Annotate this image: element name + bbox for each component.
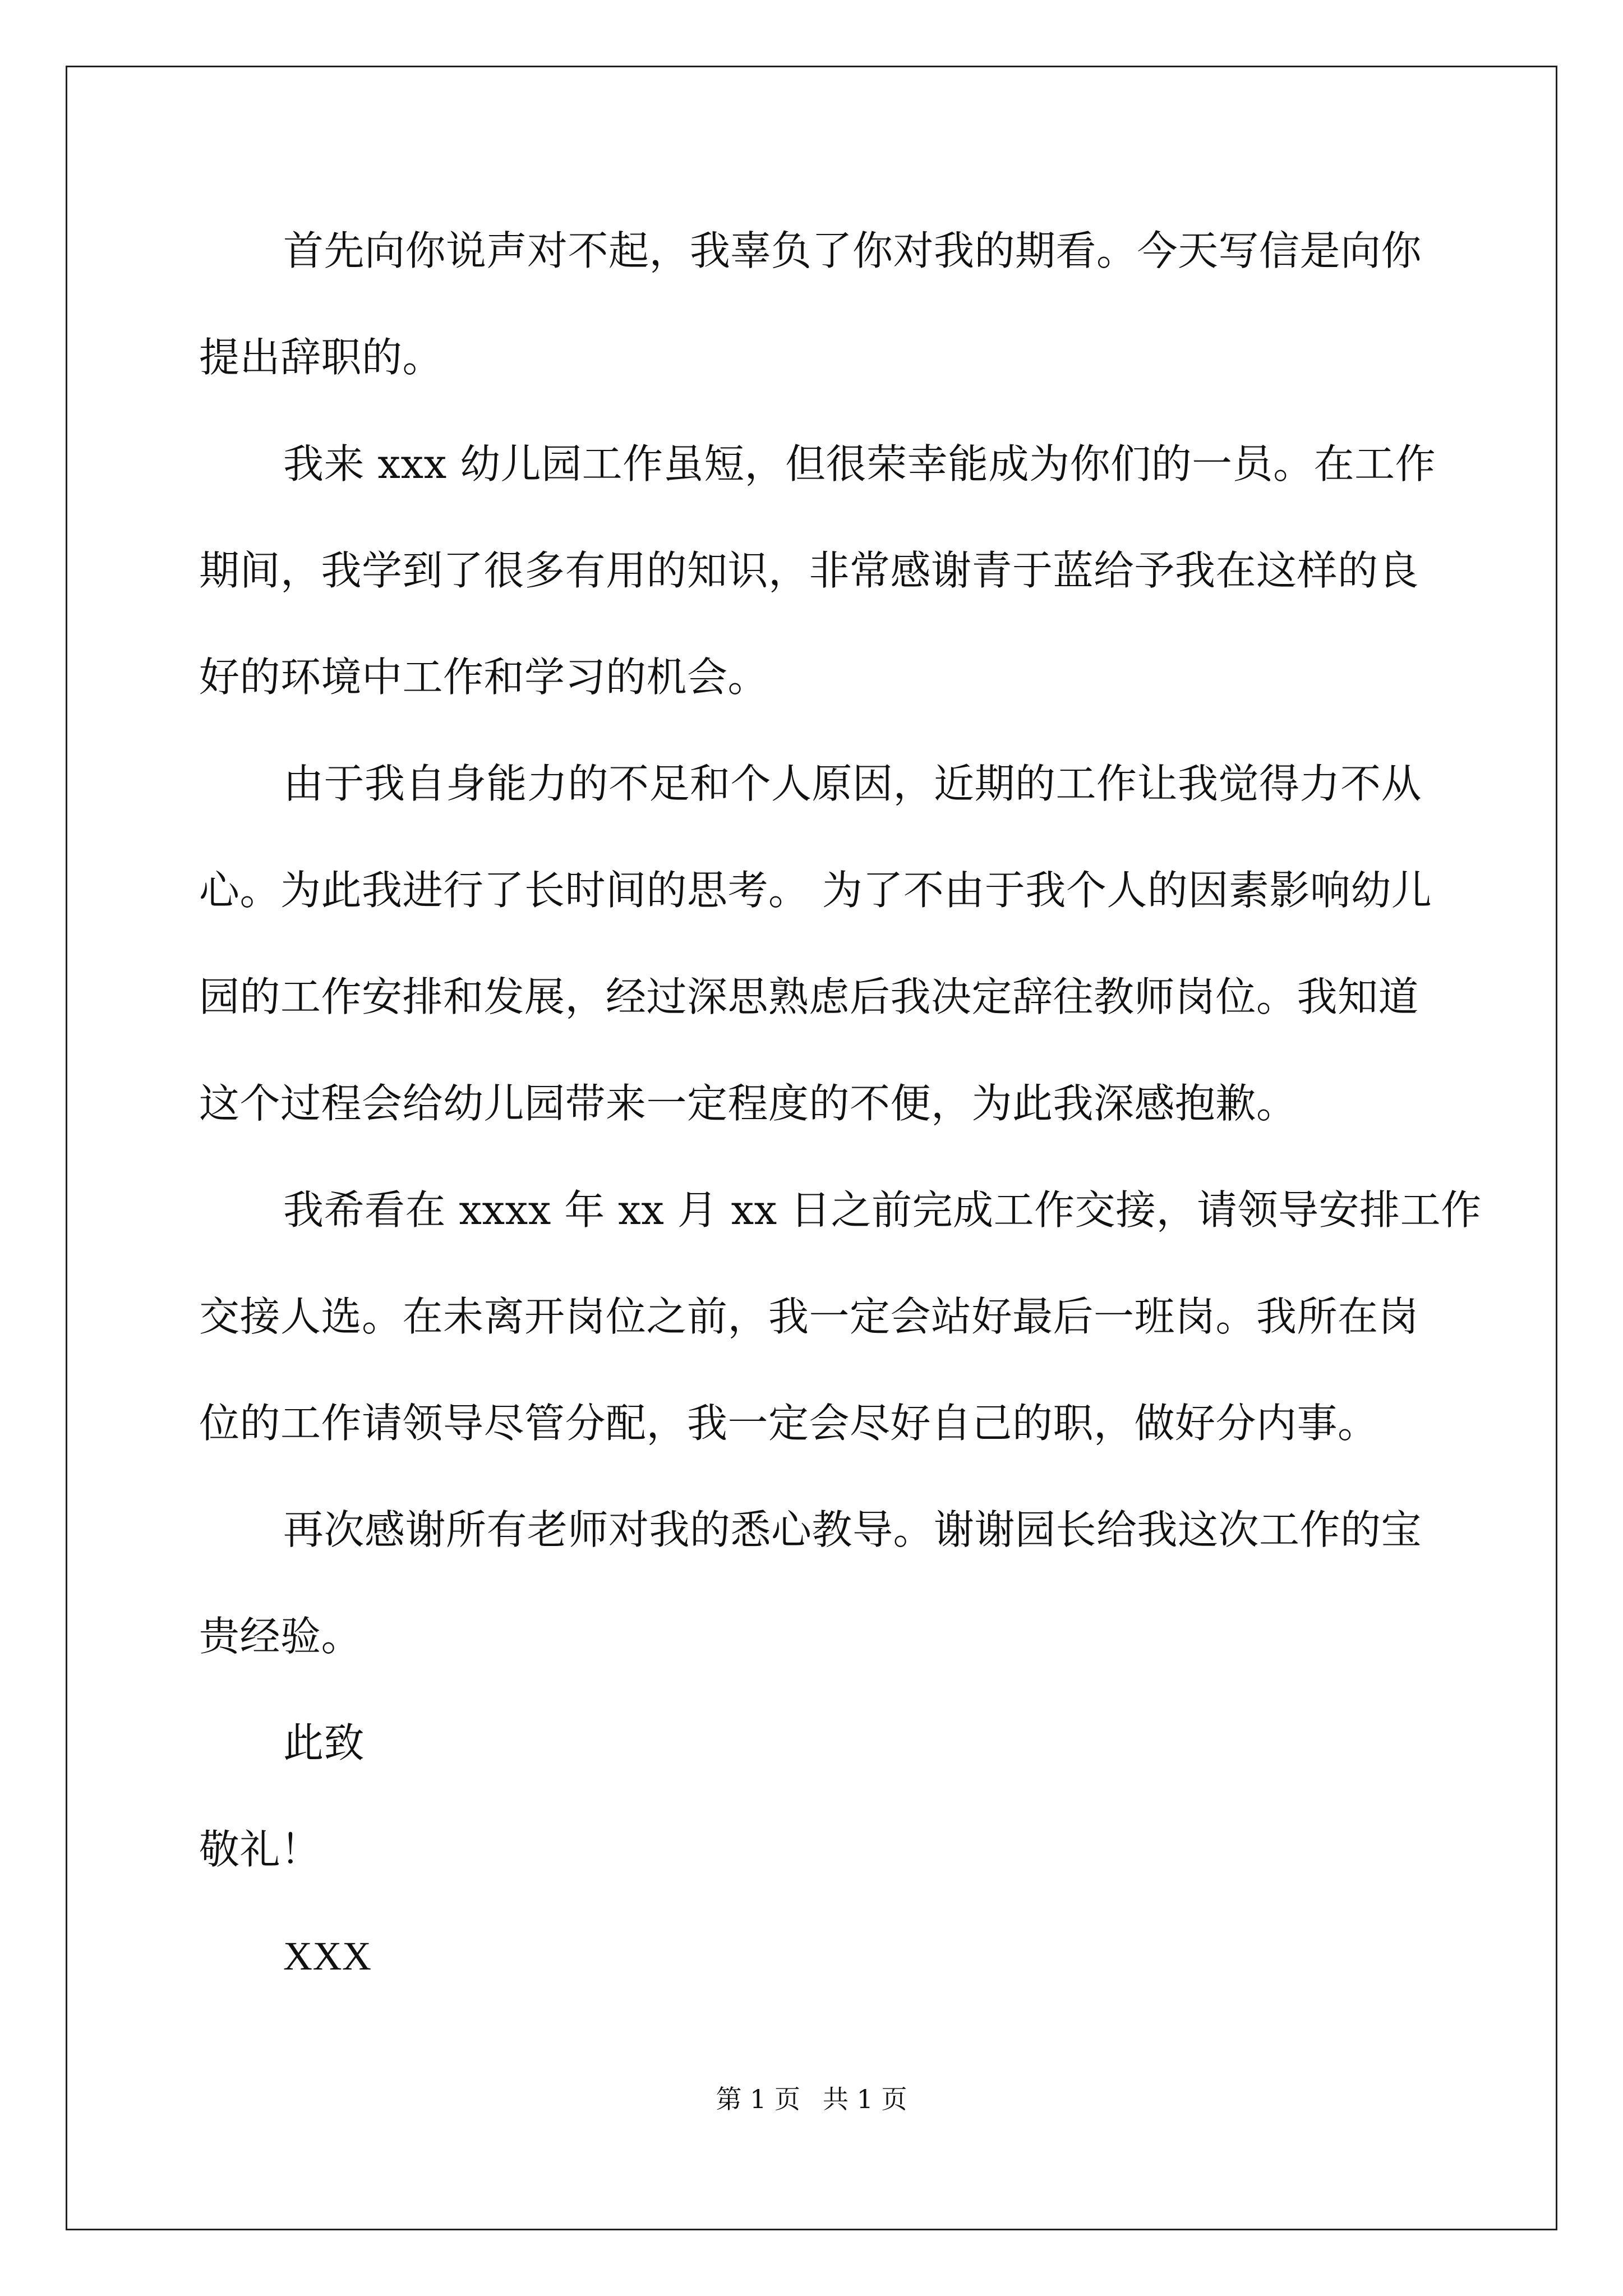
paragraph-2-line-1: 我来 xxx 幼儿园工作虽短，但很荣幸能成为你们的一员。在工作 bbox=[283, 440, 1436, 487]
paragraph-2-line-3: 好的环境中工作和学习的机会。 bbox=[199, 654, 769, 701]
paragraph-5-line-1: 再次感谢所有老师对我的悉心教导。谢谢园长给我这次工作的宝 bbox=[283, 1506, 1422, 1553]
page-footer bbox=[0, 2082, 1623, 2116]
paragraph-2-line-2: 期间，我学到了很多有用的知识，非常感谢青于蓝给予我在这样的良 bbox=[199, 547, 1419, 594]
paragraph-3-line-4: 这个过程会给幼儿园带来一定程度的不便，为此我深感抱歉。 bbox=[199, 1080, 1297, 1127]
signature-name: XXX bbox=[283, 1934, 372, 1978]
paragraph-3-line-1: 由于我自身能力的不足和个人原因，近期的工作让我觉得力不从 bbox=[283, 760, 1422, 807]
page-number-current: 第 1 页 bbox=[716, 2084, 800, 2114]
paragraph-4-line-2: 交接人选。在未离开岗位之前，我一定会站好最后一班岗。我所在岗 bbox=[199, 1293, 1419, 1340]
paragraph-1-line-1: 首先向你说声对不起，我辜负了你对我的期看。今天写信是向你 bbox=[283, 227, 1422, 274]
paragraph-3-line-2: 心。为此我进行了长时间的思考。 为了不由于我个人的因素影响幼儿 bbox=[199, 867, 1432, 914]
page-number-total: 共 1 页 bbox=[823, 2084, 907, 2114]
closing-regards: 敬礼！ bbox=[199, 1826, 321, 1873]
page-border bbox=[66, 66, 1557, 2230]
paragraph-1-line-2: 提出辞职的。 bbox=[199, 334, 444, 381]
paragraph-5-line-2: 贵经验。 bbox=[199, 1613, 362, 1660]
paragraph-4-line-3: 位的工作请领导尽管分配，我一定会尽好自己的职，做好分内事。 bbox=[199, 1400, 1378, 1447]
paragraph-3-line-3: 园的工作安排和发展，经过深思熟虑后我决定辞往教师岗位。我知道 bbox=[199, 973, 1419, 1020]
closing-salutation: 此致 bbox=[283, 1719, 365, 1766]
paragraph-4-line-1: 我希看在 xxxx 年 xx 月 xx 日之前完成工作交接，请领导安排工作 bbox=[283, 1186, 1482, 1234]
